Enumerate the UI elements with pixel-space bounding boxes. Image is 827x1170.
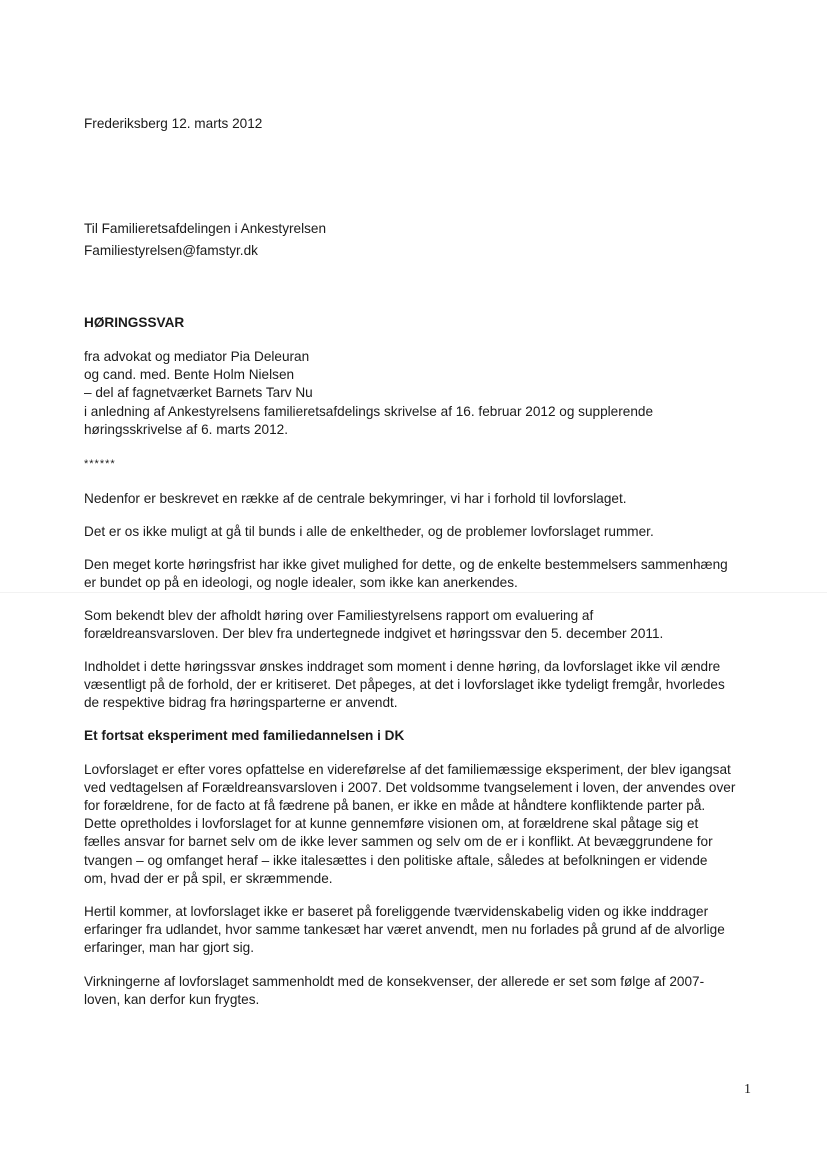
paragraph-line: tvangen – og omfanget heraf – ikke italesættes i den politiske aftale, således at befolkningen er vidende (84, 853, 708, 868)
separator: ****** (84, 458, 116, 470)
paragraph-line: er bundet op på en ideologi, og nogle idealer, som ikke kan anerkendes. (84, 575, 518, 590)
sender-line: høringsskrivelse af 6. marts 2012. (84, 422, 288, 437)
recipient-email: Familiestyrelsen@famstyr.dk (84, 243, 258, 258)
paragraph-line: de respektive bidrag fra høringsparterne er anvendt. (84, 695, 398, 710)
paragraph-line: Den meget korte høringsfrist har ikke givet mulighed for dette, og de enkelte bestemmelsers sammenhæng (84, 557, 728, 572)
paragraph-line: forældreansvarsloven. Der blev fra undertegnede indgivet et høringssvar den 5. december 2011. (84, 626, 664, 641)
paragraph-line: loven, kan derfor kun frygtes. (84, 992, 260, 1007)
paragraph-line: Indholdet i dette høringssvar ønskes inddraget som moment i denne høring, da lovforslaget ikke vil ændre (84, 659, 721, 674)
paragraph-line: Som bekendt blev der afholdt høring over Familiestyrelsens rapport om evaluering af (84, 608, 594, 623)
paragraph-line: fælles ansvar for barnet selv om de ikke lever sammen og selv om de er i konflikt. At bevæggrundene for (84, 834, 713, 849)
paragraph-line: Lovforslaget er efter vores opfattelse en videreførelse af det familiemæssige eksperiment, der blev igangsat (84, 762, 731, 777)
sender-line: – del af fagnetværket Barnets Tarv Nu (84, 385, 313, 400)
paragraph-line: erfaringer fra udlandet, hvor samme tankesæt har været anvendt, men nu forlades på grund af de alvorlige (84, 922, 725, 937)
paragraph-line: Nedenfor er beskrevet en række af de centrale bekymringer, vi har i forhold til lovforslaget. (84, 491, 627, 506)
paragraph-line: erfaringer, man har gjort sig. (84, 940, 255, 955)
paragraph-line: for forældrene, for de facto at få fædrene på banen, er ikke en måde at håndtere konfliktende parter på. (84, 798, 706, 813)
sender-line: og cand. med. Bente Holm Nielsen (84, 367, 295, 382)
paragraph-line: Hertil kommer, at lovforslaget ikke er baseret på foreliggende tværvidenskabelig viden og ikke inddrager (84, 904, 709, 919)
paragraph-line: Det er os ikke muligt at gå til bunds i alle de enkeltheder, og de problemer lovforslaget rummer. (84, 524, 654, 539)
paragraph-line: Virkningerne af lovforslaget sammenholdt med de konsekvenser, der allerede er set som følge af 2007- (84, 974, 705, 989)
paragraph-line: Dette opretholdes i lovforslaget for at kunne gennemføre visionen om, at forældrene skal påtage sig et (84, 816, 699, 831)
document-heading: HØRINGSSVAR (84, 315, 185, 330)
paragraph-line: om, hvad der er på spil, er skræmmende. (84, 871, 333, 886)
paragraph-line: væsentligt på de forhold, der er kritiseret. Det påpeges, at det i lovforslaget ikke tydeligt fremgår, hvorledes (84, 677, 725, 692)
section-subheading: Et fortsat eksperiment med familiedannelsen i DK (84, 728, 405, 743)
paragraph-line: ved vedtagelsen af Forældreansvarsloven i 2007. Det voldsomme tvangselement i loven, der anvendes over (84, 780, 736, 795)
sender-line: i anledning af Ankestyrelsens familieretsafdelings skrivelse af 16. februar 2012 og supplerende (84, 404, 654, 419)
sender-line: fra advokat og mediator Pia Deleuran (84, 349, 310, 364)
scan-seam (0, 592, 827, 593)
page-number: 1 (744, 1082, 751, 1097)
recipient-line: Til Familieretsafdelingen i Ankestyrelsen (84, 221, 327, 236)
date-line: Frederiksberg 12. marts 2012 (84, 116, 263, 131)
